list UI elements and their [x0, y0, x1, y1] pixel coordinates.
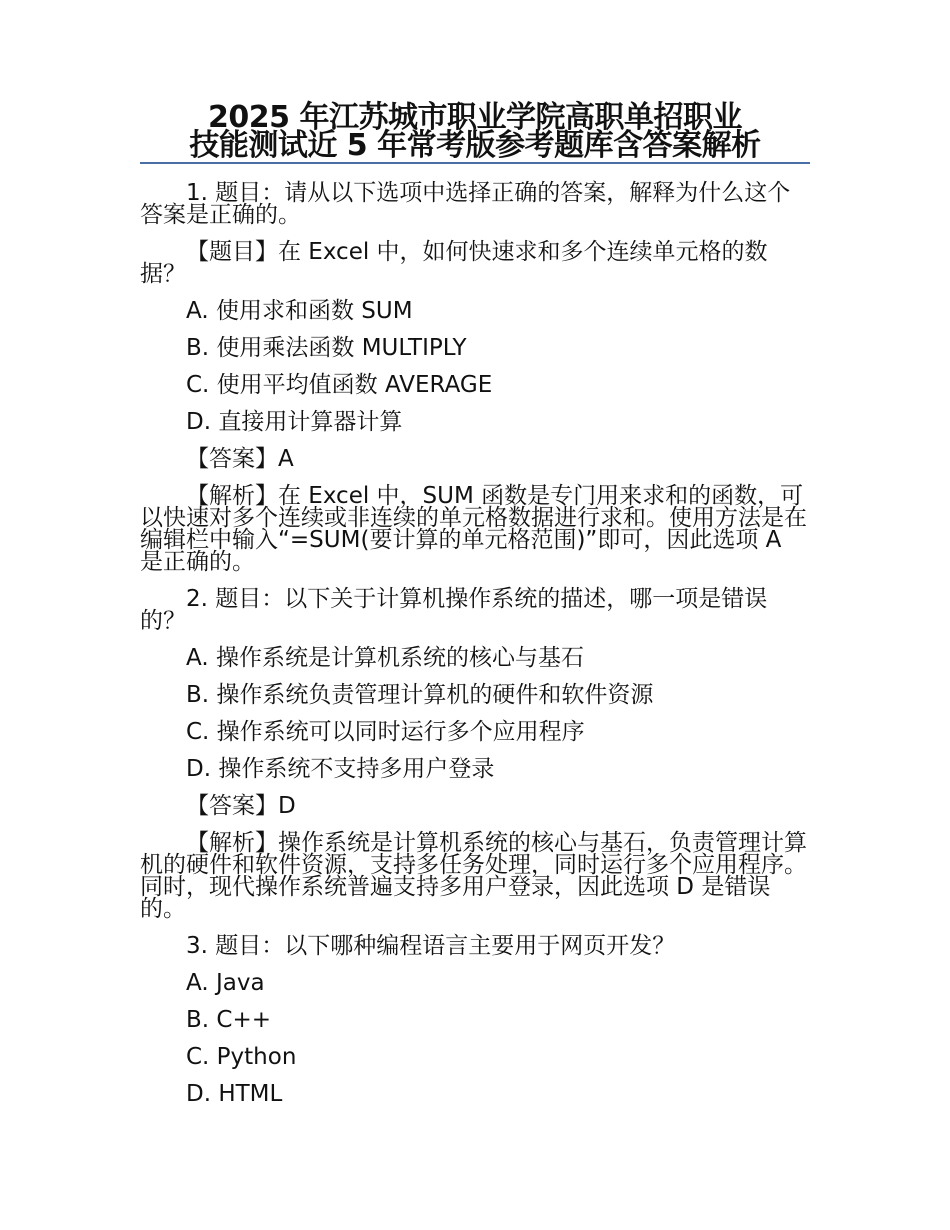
document-title [140, 0, 810, 163]
answer-option: B. C++ [186, 1007, 272, 1033]
title-line-1: 2025 年江苏城市职业学院高职单招职业 [208, 100, 742, 135]
paragraph: 【答案】A [186, 446, 294, 472]
paragraph: 【题目】在 Excel 中，如何快速求和多个连续单元格的数据？ [140, 239, 768, 287]
answer-option: D. HTML [186, 1081, 283, 1107]
answer-option: D. 直接用计算器计算 [186, 409, 403, 435]
paragraph: 3. 题目：以下哪种编程语言主要用于网页开发？ [186, 933, 676, 959]
answer-option: A. 操作系统是计算机系统的核心与基石 [186, 645, 584, 671]
answer-option: C. 操作系统可以同时运行多个应用程序 [186, 719, 585, 745]
title-line-2: 技能测试近 5 年常考版参考题库含答案解析 [189, 128, 761, 163]
answer-option: A. Java [186, 970, 265, 996]
paragraph: 【解析】在 Excel 中，SUM 函数是专门用来求和的函数，可以快速对多个连续或非连续的单元格数据进行求和。使用方法是在编辑栏中输入“=SUM(要计算的单元格范围)”即可，因此选项 A 是正确的。 [140, 483, 807, 575]
paragraph: 1. 题目：请从以下选项中选择正确的答案，解释为什么这个答案是正确的。 [140, 180, 791, 228]
answer-option: C. Python [186, 1044, 297, 1070]
answer-option: A. 使用求和函数 SUM [186, 298, 413, 324]
paragraph: 2. 题目：以下关于计算机操作系统的描述，哪一项是错误的？ [140, 586, 768, 634]
paragraph: 【答案】D [186, 793, 296, 819]
answer-option: C. 使用平均值函数 AVERAGE [186, 372, 493, 398]
paragraph: 【解析】操作系统是计算机系统的核心与基石，负责管理计算机的硬件和软件资源，支持多任务处理，同时运行多个应用程序。同时，现代操作系统普遍支持多用户登录，因此选项 D 是错误的。 [140, 830, 807, 922]
document-body [140, 182, 810, 1105]
answer-option: B. 操作系统负责管理计算机的硬件和软件资源 [186, 682, 654, 708]
answer-option: B. 使用乘法函数 MULTIPLY [186, 335, 467, 361]
answer-option: D. 操作系统不支持多用户登录 [186, 756, 495, 782]
